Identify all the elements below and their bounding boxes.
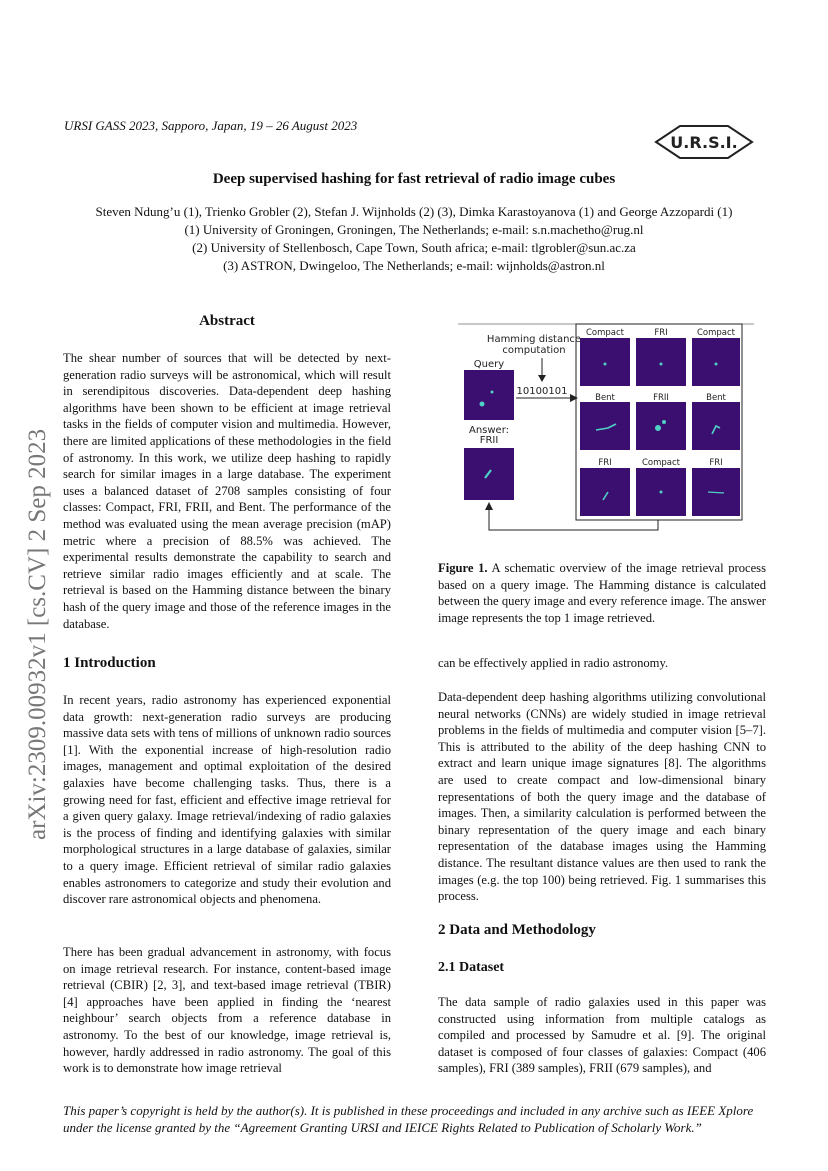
- ursi-logo: [654, 122, 754, 162]
- hash-code: 10100101: [516, 386, 568, 397]
- intro-paragraph-2: There has been gradual advancement in astronomy, with focus on image retrieval research. For instance, content-based image retrieval (CBIR) [2, 3], and text-based image retrieval (TBIR) [4] approaches have been applied in finding the ‘nearest neighbour’ search objects from a reference database in astronomy. To the best of our knowledge, image retrieval is, however, hardly addressed in radio astronomy. The goal of this work is to demonstrate how image retrieval: [63, 945, 391, 1076]
- query-label: Query: [473, 359, 505, 370]
- intro-paragraph-3: can be effectively applied in radio astronomy.: [438, 656, 669, 670]
- grid-label-2: FRI: [654, 328, 668, 338]
- affiliation-1: (1) University of Groningen, Groningen, The Netherlands; e-mail: s.n.machetho@rug.nl: [184, 222, 644, 237]
- intro-paragraph-4: Data-dependent deep hashing algorithms utilizing convolutional neural networks (CNNs) are widely studied in image retrieval problems in the fields of multimedia and computer vision [5–7]. This is attributed to the ability of the deep hashing CNN to extract and learn unique image signatures [8]. The algorithms are used to create compact and low-dimensional binary representations of both the query image and the database of images. Then, a similarity calculation is performed between the binary representation of the query image and each binary representation of the database images using the Hamming distance. The resultant distance values are then used to rank the images (e.g. the top 100) being retrieved. Fig. 1 summarises this process.: [438, 690, 766, 904]
- dataset-paragraph: The data sample of radio galaxies used in this paper was constructed using information from multiple catalogs as compiled and processed by Samudre et al. [9]. The original dataset is composed of four classes of galaxies: Compact (406 samples), FRI (389 samples), FRII (679 samples), and: [438, 995, 766, 1076]
- grid-label-3: Compact: [696, 328, 736, 338]
- venue-line: URSI GASS 2023, Sapporo, Japan, 19 – 26 August 2023: [64, 118, 358, 133]
- abstract-text: The shear number of sources that will be detected by next-generation radio surveys will be astronomical, which will result in serendipitous discoveries. Data-dependent deep hashing algorithms have been shown to be efficient at image retrieval tasks in the fields of computer vision and multimedia. However, there are limited applications of these methodologies in the field of astronomy. In this work, we utilize deep hashing to rapidly search for similar images in a large database. The experiment uses a balanced dataset of 2708 samples consisting of four classes: Compact, FRI, FRII, and Bent. The performance of the method was evaluated using the mean average precision (mAP) metric where a precision of 88.5% was achieved. The experimental results demonstrate the capability to search and retrieve similar radio images efficiently and at scale. The retrieval is based on the Hamming distance between the binary hash of the query image and those of the reference images in the database.: [63, 351, 391, 631]
- paper-title: Deep supervised hashing for fast retrieval of radio image cubes: [212, 171, 616, 187]
- grid-label-9: FRI: [709, 458, 723, 468]
- section-1-heading: 1 Introduction: [63, 655, 156, 671]
- caption-label: Figure 1.: [438, 561, 488, 575]
- grid-label-4: Bent: [595, 393, 615, 403]
- grid-label-7: FRI: [598, 458, 612, 468]
- hamming-label-1: Hamming distance: [486, 334, 582, 345]
- hamming-label-2: computation: [502, 345, 566, 356]
- logo-text: U.R.S.I.: [670, 133, 738, 152]
- affiliation-3: (3) ASTRON, Dwingeloo, The Netherlands; e-mail: wijnholds@astron.nl: [223, 258, 605, 273]
- abstract-heading: Abstract: [199, 313, 255, 329]
- intro-paragraph-1: In recent years, radio astronomy has experienced exponential data growth: next-generation radio surveys are producing massive data sets with tens of millions of unknown radio sources [1]. With the exponential increase of high-resolution radio images, management and optimal exploitation of the desired galaxies have become challenging tasks. Thus, there is a growing need for fast, efficient and effective image retrieval for a given query galaxy. Image retrieval/indexing of radio galaxies is the process of finding and identifying galaxies with similar morphological structures in a large database of galaxies, similar to a query image. Efficient retrieval of similar radio galaxies enables astronomers to categorize and study their evolution and discover rare astronomical objects and phenomena.: [63, 693, 391, 907]
- copyright-footer: This paper’s copyright is held by the author(s). It is published in these proceedings and included in any archive such as IEEE Xplore under the license granted by the “Agreement Granting URSI and IEICE Rights Related to Publication of Scholarly Work.”: [63, 1103, 754, 1135]
- reference-grid: [580, 338, 740, 516]
- grid-label-6: Bent: [706, 393, 726, 403]
- author-block: [0, 203, 828, 275]
- answer-label-2: FRII: [479, 435, 499, 446]
- grid-label-8: Compact: [641, 458, 681, 468]
- answer-label-1: Answer:: [468, 425, 510, 436]
- grid-label-5: FRII: [653, 393, 669, 403]
- query-image: [464, 370, 514, 420]
- figure-1-caption: [438, 560, 766, 626]
- author-list: Steven Ndung’u (1), Trienko Grobler (2), Stefan J. Wijnholds (2) (3), Dimka Karastoyanova (1) and George Azzopardi (1): [95, 204, 733, 219]
- figure-1-schematic: [458, 322, 754, 534]
- arxiv-id[interactable]: arXiv:2309.00932v1 [cs.CV] 2 Sep 2023: [24, 428, 51, 840]
- affiliation-2: (2) University of Stellenbosch, Cape Town, South africa; e-mail: tlgrobler@sun.ac.za: [192, 240, 636, 255]
- subsection-2-1-heading: 2.1 Dataset: [438, 960, 505, 975]
- grid-label-1: Compact: [585, 328, 625, 338]
- caption-text: A schematic overview of the image retrieval process based on a query image. The Hamming distance is calculated between the query image and every reference image. The answer image represents the top 1 image retrieved.: [438, 561, 766, 625]
- section-2-heading: 2 Data and Methodology: [438, 922, 596, 938]
